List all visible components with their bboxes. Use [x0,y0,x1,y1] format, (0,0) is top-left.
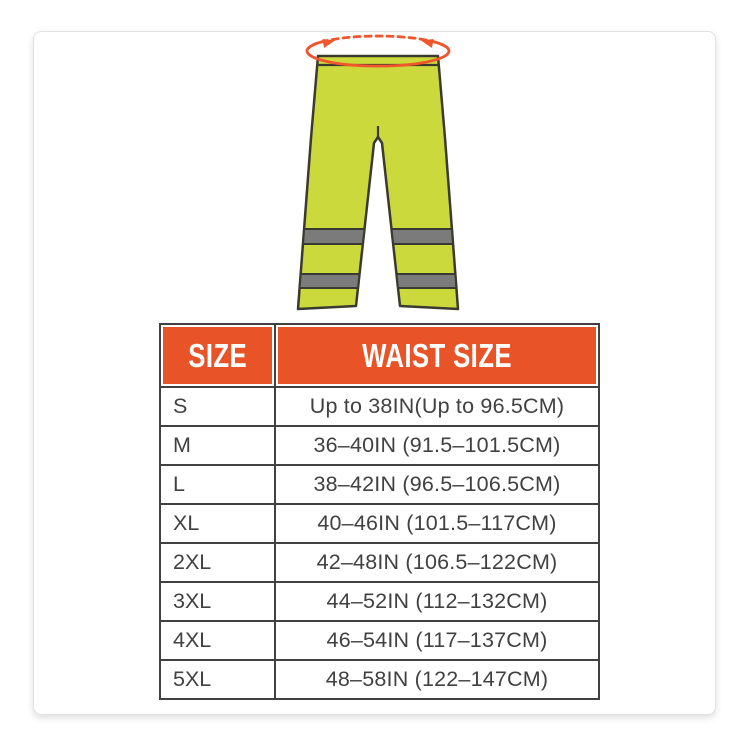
size-cell: 5XL [160,660,275,699]
size-chart-table [159,323,600,700]
table-row [160,660,599,699]
waist-cell: 44–52IN (112–132CM) [275,582,599,621]
pants-body-shape [298,56,458,309]
size-column-header: SIZE [160,324,275,387]
table-row [160,504,599,543]
table-row [160,621,599,660]
waist-cell: 42–48IN (106.5–122CM) [275,543,599,582]
size-cell: 3XL [160,582,275,621]
waist-cell: 48–58IN (122–147CM) [275,660,599,699]
size-cell: M [160,426,275,465]
measure-arrowhead-left-icon [323,39,336,48]
hi-vis-pants-diagram [281,34,476,319]
waist-cell: Up to 38IN(Up to 96.5CM) [275,387,599,426]
table-row [160,543,599,582]
reflective-stripe-right-lower [397,274,457,288]
table-row [160,465,599,504]
size-cell: L [160,465,275,504]
table-header-row [160,324,599,387]
size-cell: 4XL [160,621,275,660]
measure-arrowhead-right-icon [421,39,434,48]
size-cell: S [160,387,275,426]
size-cell: 2XL [160,543,275,582]
waist-cell: 46–54IN (117–137CM) [275,621,599,660]
size-cell: XL [160,504,275,543]
waist-cell: 40–46IN (101.5–117CM) [275,504,599,543]
reflective-stripe-left-upper [303,229,365,244]
table-row [160,426,599,465]
reflective-stripe-left-lower [300,274,360,288]
waist-cell: 38–42IN (96.5–106.5CM) [275,465,599,504]
waist-size-column-header: WAIST SIZE [275,324,599,387]
size-chart-card [33,31,716,715]
reflective-stripe-right-upper [392,229,454,244]
table-row [160,387,599,426]
table-row [160,582,599,621]
waist-cell: 36–40IN (91.5–101.5CM) [275,426,599,465]
